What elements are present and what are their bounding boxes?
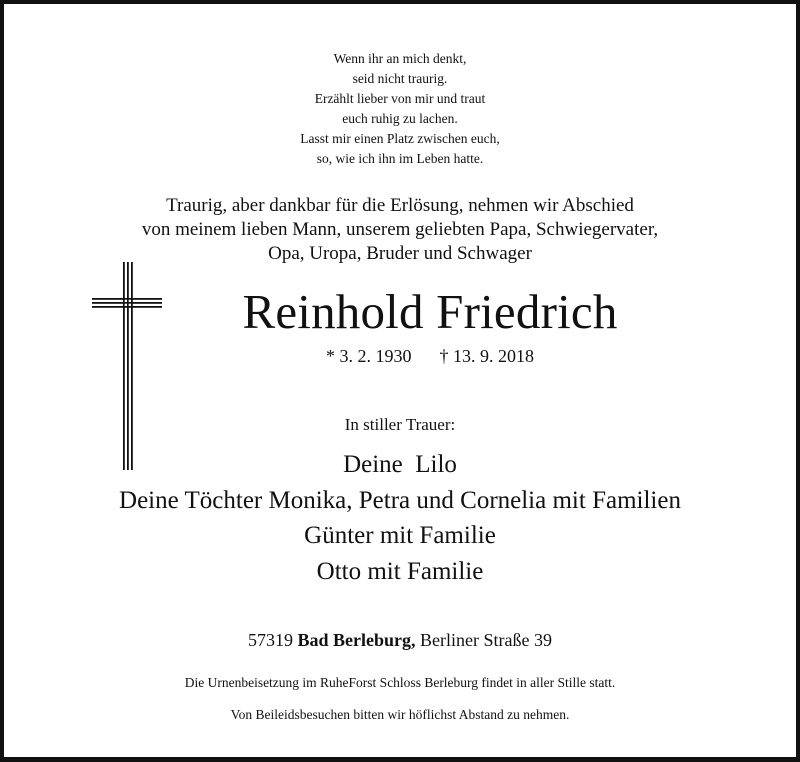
poem-line: euch ruhig zu lachen. (342, 111, 458, 126)
poem-line: Lasst mir einen Platz zwischen euch, (300, 131, 500, 146)
poem-line: Wenn ihr an mich denkt, (333, 51, 467, 66)
intro-text (4, 194, 796, 266)
mourners-list (4, 447, 796, 589)
intro-line: von meinem lieben Mann, unserem geliebten Papa, Schwiegervater, (141, 219, 659, 240)
birth-date: * 3. 2. 1930 (326, 346, 412, 366)
address-city: Bad Berleburg, (297, 630, 416, 650)
intro-line: Opa, Uropa, Bruder und Schwager (268, 243, 532, 264)
mourner-line: Deine Lilo (343, 451, 457, 478)
condolence-notice: Von Beileidsbesuchen bitten wir höflichst Abstand zu nehmen. (230, 707, 570, 722)
poem-line: seid nicht traurig. (352, 71, 448, 86)
mourner-line: Otto mit Familie (316, 557, 484, 585)
poem-line: Erzählt lieber von mir und traut (314, 91, 486, 106)
mourner-line: Deine Töchter Monika, Petra und Cornelia mit Familien (119, 486, 681, 514)
deceased-name: Reinhold Friedrich (242, 284, 618, 339)
intro-line: Traurig, aber dankbar für die Erlösung, nehmen wir Abschied (166, 195, 634, 216)
address-postcode: 57319 (248, 630, 293, 650)
mourner-line: Günter mit Familie (304, 522, 496, 549)
address (4, 628, 796, 652)
address-street: Berliner Straße 39 (420, 630, 552, 650)
poem-line: so, wie ich ihn im Leben hatte. (316, 151, 484, 166)
death-date: † 13. 9. 2018 (439, 346, 534, 366)
poem (4, 49, 796, 169)
mourning-label: In stiller Trauer: (344, 415, 456, 434)
burial-notice: Die Urnenbeisetzung im RuheForst Schloss Berleburg findet in aller Stille statt. (184, 675, 616, 690)
life-dates (34, 344, 800, 368)
